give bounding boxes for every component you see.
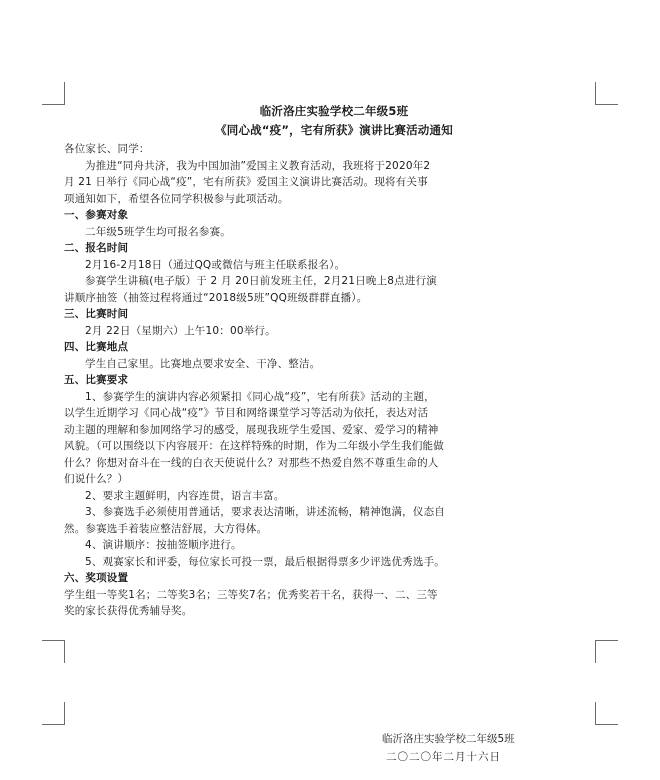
requirement-line: 们说什么？）	[64, 473, 129, 485]
requirement-line: 3、参赛选手必须使用普通话，要求表达清晰，讲述流畅，精神饱满，仪态自	[85, 506, 445, 518]
section-heading-participants: 一、参赛对象	[64, 209, 129, 221]
requirement-line: 以学生近期学习《同心战“疫”》节目和网络课堂学习等活动为依托，表达对活	[64, 407, 429, 419]
section-heading-registration: 二、报名时间	[64, 242, 129, 254]
intro-line: 月 21 日举行《同心战“疫”，宅有所获》爱国主义演讲比赛活动。现将有关事	[64, 176, 428, 188]
signature-org: 临沂洛庄实验学校二年级5班	[382, 733, 515, 745]
requirement-line: 1、参赛学生的演讲内容必须紧扣《同心战“疫”，宅有所获》活动的主题，	[85, 390, 435, 403]
requirement-line: 风貌。（可以围绕以下内容展开：在这样特殊的时期，作为二年级小学生我们能做	[64, 440, 444, 452]
doc-title-school: 临沂洛庄实验学校二年级5班	[259, 104, 409, 118]
crop-mark-top-left	[42, 82, 65, 105]
crop-mark-bottom-right	[595, 702, 618, 725]
section-heading-requirements: 五、比赛要求	[64, 374, 129, 386]
notice-body	[64, 102, 604, 620]
crop-mark-bottom-left	[42, 702, 65, 725]
intro-line: 为推进“同舟共济，我为中国加油”爱国主义教育活动，我班将于2020年2	[85, 159, 431, 172]
awards-line: 学生组一等奖1名；二等奖3名；三等奖7名；优秀奖若干名，获得一、二、三等	[64, 588, 438, 601]
section-heading-location: 四、比赛地点	[64, 341, 129, 353]
section-body: 2月 22日（星期六）上午10：00举行。	[85, 324, 276, 337]
section-heading-awards: 六、奖项设置	[64, 572, 129, 584]
doc-title-notice: 《同心战“疫”，宅有所获》演讲比赛活动通知	[215, 123, 453, 137]
section-heading-time: 三、比赛时间	[64, 308, 129, 320]
requirement-line: 什么？你想对奋斗在一线的白衣天使说什么？对那些不热爱自然不尊重生命的人	[64, 456, 439, 469]
signature-date: 二〇二〇年二月十六日	[386, 751, 501, 763]
intro-line: 项通知如下，希望各位同学积极参与此项活动。	[64, 192, 289, 205]
requirement-line: 5、观赛家长和评委，每位家长可投一票，最后根据得票多少评选优秀选手。	[85, 555, 445, 568]
signature-block	[380, 730, 600, 766]
requirement-line: 2、要求主题鲜明，内容连贯，语言丰富。	[85, 489, 285, 502]
section-body: 学生自己家里。比赛地点要求安全、干净、整洁。	[85, 357, 321, 370]
requirement-line: 然。参赛选手着装应整洁舒展，大方得体。	[64, 522, 268, 535]
crop-mark-mid-left	[42, 640, 65, 663]
crop-mark-mid-right	[595, 640, 618, 663]
awards-line: 奖的家长获得优秀辅导奖。	[64, 605, 193, 617]
section-body: 二年级5班学生均可报名参赛。	[85, 225, 231, 238]
section-body: 讲顺序抽签（抽签过程将通过“2018级5班”QQ班级群群直播）。	[64, 291, 368, 304]
greeting: 各位家长、同学：	[64, 143, 150, 155]
requirement-line: 4、演讲顺序：按抽签顺序进行。	[85, 539, 242, 551]
requirement-line: 动主题的理解和参加网络学习的感受，展现我班学生爱国、爱家、爱学习的精神	[64, 423, 439, 436]
section-body: 2月16-2月18日（通过QQ或微信与班主任联系报名）。	[85, 258, 346, 271]
section-body: 参赛学生讲稿(电子版）于 2 月 20日前发班主任，2月21日晚上8点进行演	[85, 275, 437, 287]
